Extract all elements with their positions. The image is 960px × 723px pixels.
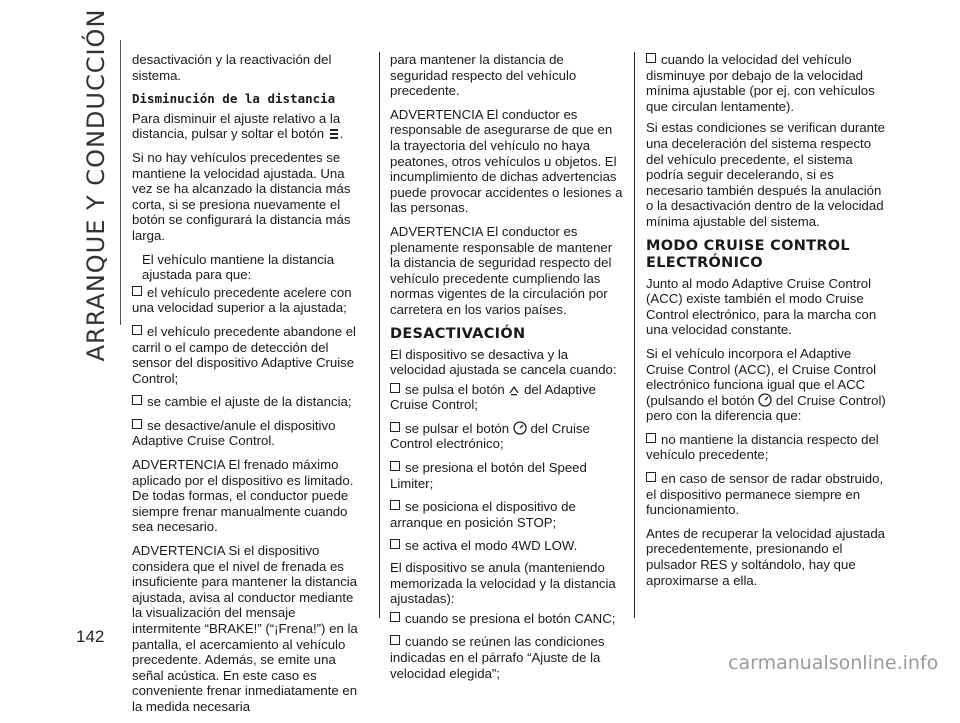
paragraph: El dispositivo se desactiva y la velocidad ajustada se cancela cuando: bbox=[390, 346, 617, 378]
bullet-box-icon bbox=[390, 422, 400, 432]
column-divider-2 bbox=[634, 52, 635, 618]
list-item: se desactive/anule el dispositivo Adaptive Cruise Control. bbox=[132, 417, 336, 449]
list-item: en caso de sensor de radar obstruido, el dispositivo permanece siempre en funcionamiento. bbox=[646, 471, 884, 518]
bullet-box-icon bbox=[390, 383, 400, 393]
list-item: se presiona el botón del Speed Limiter; bbox=[390, 460, 587, 491]
paragraph: Si estas condiciones se verifican durante una deceleración del sistema respecto del vehículo precedente, el sistema podría seguir decelerando, si es necesario también después la anulación o la desactivación dentro de la velocidad mínima ajustable del sistema. bbox=[646, 120, 885, 229]
distance-button-icon bbox=[328, 128, 340, 140]
column-divider-1 bbox=[379, 52, 380, 618]
acc-button-icon bbox=[508, 384, 520, 396]
watermark: carmanualsonline.info bbox=[728, 652, 939, 674]
paragraph: Para disminuir el ajuste relativo a la distancia, pulsar y soltar el botón . bbox=[132, 110, 344, 142]
warning-paragraph: ADVERTENCIA El conductor es plenamente responsable de mantener la distancia de seguridad respecto del vehículo precedente cumpliendo las normas vigentes de la circulación por carretera en los varios países. bbox=[390, 223, 613, 317]
list-item: cuando la velocidad del vehículo disminuye por debajo de la velocidad mínima ajustable (por ej. con vehículos que circulan lentamente). bbox=[646, 52, 875, 114]
bullet-box-icon bbox=[646, 53, 656, 63]
warning-paragraph: ADVERTENCIA El frenado máximo aplicado por el dispositivo es limitado. De todas formas, el conductor puede siempre frenar manualmente cuando sea necesario. bbox=[132, 457, 354, 535]
warning-paragraph: ADVERTENCIA Si el dispositivo considera que el nivel de frenada es insuficiente para mantener la distancia ajustada, avisa al conductor mediante la visualización del mensaje intermitente “BRAKE!” (“¡Frena!”) en la pantalla, el acercamiento al vehículo precedente. Además, se emite una señal acústica. En este caso es conveniente frenar inmediatamente en la medida necesaria bbox=[132, 543, 358, 714]
page-number: 142 bbox=[76, 627, 105, 646]
paragraph: Antes de recuperar la velocidad ajustada precedentemente, presionando el pulsador RES y soltándolo, hay que aproximarse a ella. bbox=[646, 525, 885, 588]
cruise-control-icon bbox=[758, 393, 772, 407]
list-item: se posiciona el dispositivo de arranque en posición STOP; bbox=[390, 499, 576, 530]
bullet-box-icon bbox=[390, 539, 400, 549]
list-item: cuando se presiona el botón CANC; bbox=[390, 611, 625, 627]
list-item: se pulsar el botón del Cruise Control electrónico; bbox=[390, 420, 590, 452]
list-item: el vehículo precedente abandone el carril o el campo de detección del sensor del dispositivo Adaptive Cruise Control; bbox=[132, 323, 356, 386]
cruise-control-icon bbox=[513, 421, 527, 435]
column-3 bbox=[646, 52, 886, 596]
paragraph: Si no hay vehículos precedentes se mantiene la velocidad ajustada. Una vez se ha alcanzado la distancia más corta, si se presiona nuevamente el botón se configurará la distancia más larga. bbox=[132, 149, 351, 243]
warning-paragraph: ADVERTENCIA El conductor es responsable de asegurarse de que en la trayectoria del vehículo no haya peatones, otros vehículos u objetos. El incumplimiento de dichas advertencias puede provocar accidentes o lesiones a las personas. bbox=[390, 106, 623, 216]
subheading-distance: Disminución de la distancia bbox=[132, 91, 336, 107]
bullet-box-icon bbox=[132, 325, 142, 335]
column-2 bbox=[390, 52, 625, 689]
bullet-box-icon bbox=[390, 500, 400, 510]
list-item: se activa el modo 4WD LOW. bbox=[390, 538, 625, 554]
paragraph: desactivación y la reactivación del sistema. bbox=[132, 52, 332, 83]
bullet-box-icon bbox=[132, 419, 142, 429]
bullet-box-icon bbox=[646, 472, 656, 482]
paragraph: Si el vehículo incorpora el Adaptive Cruise Control (ACC), el Cruise Control electrónico funciona igual que el ACC (pulsando el botón del Cruise Control) pero con la diferencia que: bbox=[646, 345, 886, 424]
paragraph: El dispositivo se anula (manteniendo memorizada la velocidad y la distancia ajustadas): bbox=[390, 560, 616, 607]
side-divider bbox=[120, 40, 121, 325]
bullet-box-icon bbox=[646, 433, 656, 443]
paragraph: Junto al modo Adaptive Cruise Control (ACC) existe también el modo Cruise Control electrónico, para la marcha con una velocidad constante. bbox=[646, 275, 877, 338]
bullet-box-icon bbox=[390, 612, 400, 622]
paragraph: El vehículo mantiene la distancia ajustada para que: bbox=[142, 251, 335, 283]
chapter-side-title: ARRANQUE Y CONDUCCIÓN bbox=[82, 8, 110, 362]
section-heading-cruise-control: MODO CRUISE CONTROL ELECTRÓNICO bbox=[646, 237, 850, 271]
bullet-box-icon bbox=[132, 286, 142, 296]
list-item: se pulsa el botón del Adaptive Cruise Control; bbox=[390, 381, 596, 413]
bullet-box-icon bbox=[132, 395, 142, 405]
column-1 bbox=[132, 52, 367, 723]
list-item: no mantiene la distancia respecto del vehículo precedente; bbox=[646, 431, 879, 463]
section-heading-deactivation: DESACTIVACIÓN bbox=[390, 325, 526, 342]
list-item: cuando se reúnen las condiciones indicadas en el párrafo “Ajuste de la velocidad elegida”; bbox=[390, 634, 605, 681]
list-item: el vehículo precedente acelere con una velocidad superior a la ajustada; bbox=[132, 284, 352, 316]
paragraph: para mantener la distancia de seguridad respecto del vehículo precedente. bbox=[390, 52, 577, 99]
bullet-box-icon bbox=[390, 461, 400, 471]
list-item: se cambie el ajuste de la distancia; bbox=[132, 394, 367, 410]
bullet-box-icon bbox=[390, 635, 400, 645]
